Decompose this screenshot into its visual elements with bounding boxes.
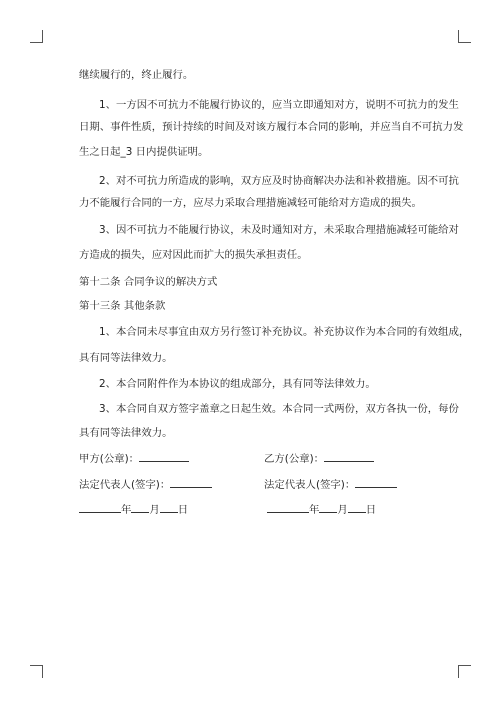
party-b-blank <box>324 451 374 462</box>
month-blank <box>131 502 149 513</box>
year-label: 年 <box>121 504 132 516</box>
body-line: 3、本合同自双方签字盖章之日起生效。本合同一式两份，双方各执一份，每份 <box>99 403 459 415</box>
body-line: 1、本合同未尽事宜由双方另行签订补充协议。补充协议作为本合同的有效组成， <box>99 326 470 338</box>
month-label: 月 <box>337 504 348 516</box>
date-b-field <box>267 501 376 516</box>
body-line: 具有同等法律效力。 <box>79 427 173 439</box>
section-heading: 第十二条 合同争议的解决方式 <box>79 276 218 288</box>
body-line: 力不能履行合同的一方，应尽力采取合理措施减轻可能给对方造成的损失。 <box>79 197 422 209</box>
body-line: 1、一方因不可抗力不能履行协议的，应当立即通知对方，说明不可抗力的发生 <box>99 99 459 111</box>
party-a-seal-field <box>79 450 189 465</box>
year-label: 年 <box>309 504 320 516</box>
party-b-label: 乙方(公章)： <box>264 453 325 465</box>
body-line: 日期、事件性质，预计持续的时间及对该方履行本合同的影响，并应当自不可抗力发 <box>79 121 464 133</box>
crop-mark-bottom-left <box>30 665 43 678</box>
month-label: 月 <box>149 504 160 516</box>
body-line: 2、对不可抗力所造成的影响，双方应及时协商解决办法和补救措施。因不可抗 <box>99 175 459 187</box>
rep-b-label: 法定代表人(签字)： <box>264 479 356 491</box>
crop-mark-top-right <box>458 30 471 43</box>
party-a-blank <box>139 451 189 462</box>
rep-a-label: 法定代表人(签字)： <box>79 479 171 491</box>
date-a-field <box>79 501 188 516</box>
body-line: 方造成的损失，应对因此而扩大的损失承担责任。 <box>79 249 308 261</box>
year-blank <box>79 502 121 513</box>
day-blank <box>160 502 178 513</box>
rep-a-signature-field <box>79 476 212 491</box>
crop-mark-top-left <box>30 30 43 43</box>
day-blank <box>348 502 366 513</box>
body-line: 3、因不可抗力不能履行协议，未及时通知对方，未采取合理措施减轻可能给对 <box>99 224 459 236</box>
party-a-label: 甲方(公章)： <box>79 453 140 465</box>
rep-b-blank <box>355 477 397 488</box>
party-b-seal-field <box>264 450 374 465</box>
section-heading: 第十三条 其他条款 <box>79 300 166 312</box>
rep-b-signature-field <box>264 476 397 491</box>
day-label: 日 <box>365 504 377 516</box>
body-line: 具有同等法律效力。 <box>79 352 173 364</box>
body-line: 生之日起_3 日内提供证明。 <box>79 146 209 158</box>
body-line: 2、本合同附件作为本协议的组成部分，具有同等法律效力。 <box>99 378 376 390</box>
crop-mark-bottom-right <box>458 665 471 678</box>
year-blank <box>267 502 309 513</box>
month-blank <box>319 502 337 513</box>
day-label: 日 <box>177 504 189 516</box>
body-line: 继续履行的，终止履行。 <box>79 69 194 81</box>
rep-a-blank <box>170 477 212 488</box>
